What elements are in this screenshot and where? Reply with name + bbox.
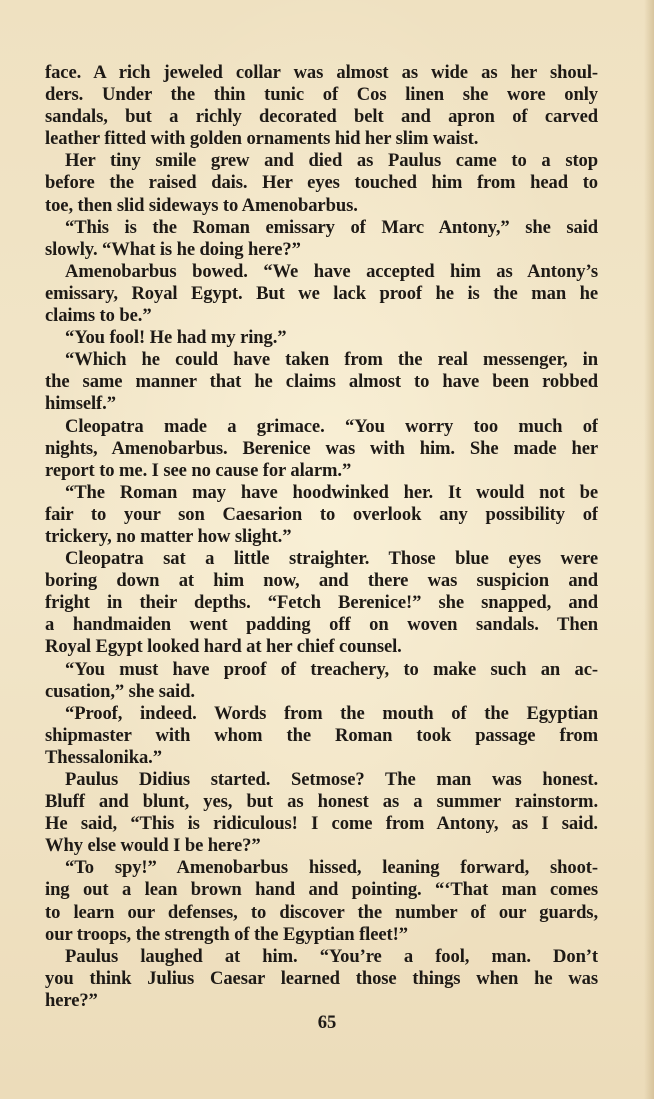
text-line: report to me. I see no cause for alarm.” — [45, 459, 352, 481]
text-line: before the raised dais. Her eyes touched him from head to — [45, 172, 598, 194]
text-line: to learn our defenses, to discover the number of our guards, — [45, 901, 598, 923]
text-line: face. A rich jeweled collar was almost as wide as her shoul- — [45, 62, 598, 83]
text-line: Paulus laughed at him. “You’re a fool, man. Don’t — [65, 945, 598, 967]
text-line: Cleopatra sat a little straighter. Those blue eyes were — [65, 548, 598, 570]
text-line: boring down at him now, and there was suspicion and — [45, 570, 598, 592]
text-line: “You must have proof of treachery, to make such an ac- — [65, 658, 598, 680]
text-line: Royal Egypt looked hard at her chief counsel. — [45, 636, 402, 658]
text-line: toe, then slid sideways to Amenobarbus. — [45, 194, 358, 216]
text-line: you think Julius Caesar learned those things when he was — [45, 967, 598, 989]
text-line: “Proof, indeed. Words from the mouth of the Egyptian — [65, 702, 598, 724]
text-line: shipmaster with whom the Roman took passage from — [45, 724, 598, 746]
body-text — [45, 62, 598, 1012]
text-line: fright in their depths. “Fetch Berenice!” she snapped, and — [45, 592, 598, 614]
text-line: ing out a lean brown hand and pointing. “‘That man comes — [45, 879, 598, 901]
text-line: Thessalonika.” — [45, 746, 162, 768]
text-line: cusation,” she said. — [45, 680, 195, 702]
text-line: “You fool! He had my ring.” — [65, 327, 287, 349]
text-line: nights, Amenobarbus. Berenice was with him. She made her — [45, 437, 598, 459]
text-line: fair to your son Caesarion to overlook any possibility of — [45, 503, 598, 525]
text-line: slowly. “What is he doing here?” — [45, 238, 301, 260]
text-line: Why else would I be here?” — [45, 835, 261, 857]
text-line: himself.” — [45, 393, 116, 415]
text-line: trickery, no matter how slight.” — [45, 525, 292, 547]
text-line: Cleopatra made a grimace. “You worry too much of — [65, 415, 598, 437]
text-line: Amenobarbus bowed. “We have accepted him as Antony’s — [65, 260, 598, 282]
text-line: emissary, Royal Egypt. But we lack proof he is the man he — [45, 282, 598, 304]
text-line: “To spy!” Amenobarbus hissed, leaning forward, shoot- — [65, 857, 598, 879]
text-line: “The Roman may have hoodwinked her. It would not be — [65, 481, 598, 503]
text-line: our troops, the strength of the Egyptian fleet!” — [45, 923, 408, 945]
text-line: a handmaiden went padding off on woven sandals. Then — [45, 614, 598, 636]
text-line: leather fitted with golden ornaments hid her slim waist. — [45, 128, 479, 150]
page-edge-shadow — [644, 0, 654, 1099]
text-line: Bluff and blunt, yes, but as honest as a summer rainstorm. — [45, 791, 598, 813]
text-line: He said, “This is ridiculous! I come from Antony, as I said. — [45, 813, 598, 835]
text-line: sandals, but a richly decorated belt and apron of carved — [45, 106, 598, 128]
text-line: Her tiny smile grew and died as Paulus came to a stop — [65, 150, 598, 172]
page-number: 65 — [317, 1012, 337, 1033]
text-line: the same manner that he claims almost to have been robbed — [45, 371, 598, 393]
text-line: “This is the Roman emissary of Marc Antony,” she said — [65, 216, 598, 238]
text-line: “Which he could have taken from the real messenger, in — [65, 349, 598, 371]
text-line: ders. Under the thin tunic of Cos linen she wore only — [45, 84, 598, 106]
text-line: Paulus Didius started. Setmose? The man was honest. — [65, 769, 598, 790]
text-line: claims to be.” — [45, 305, 152, 327]
text-line: here?” — [45, 989, 98, 1011]
